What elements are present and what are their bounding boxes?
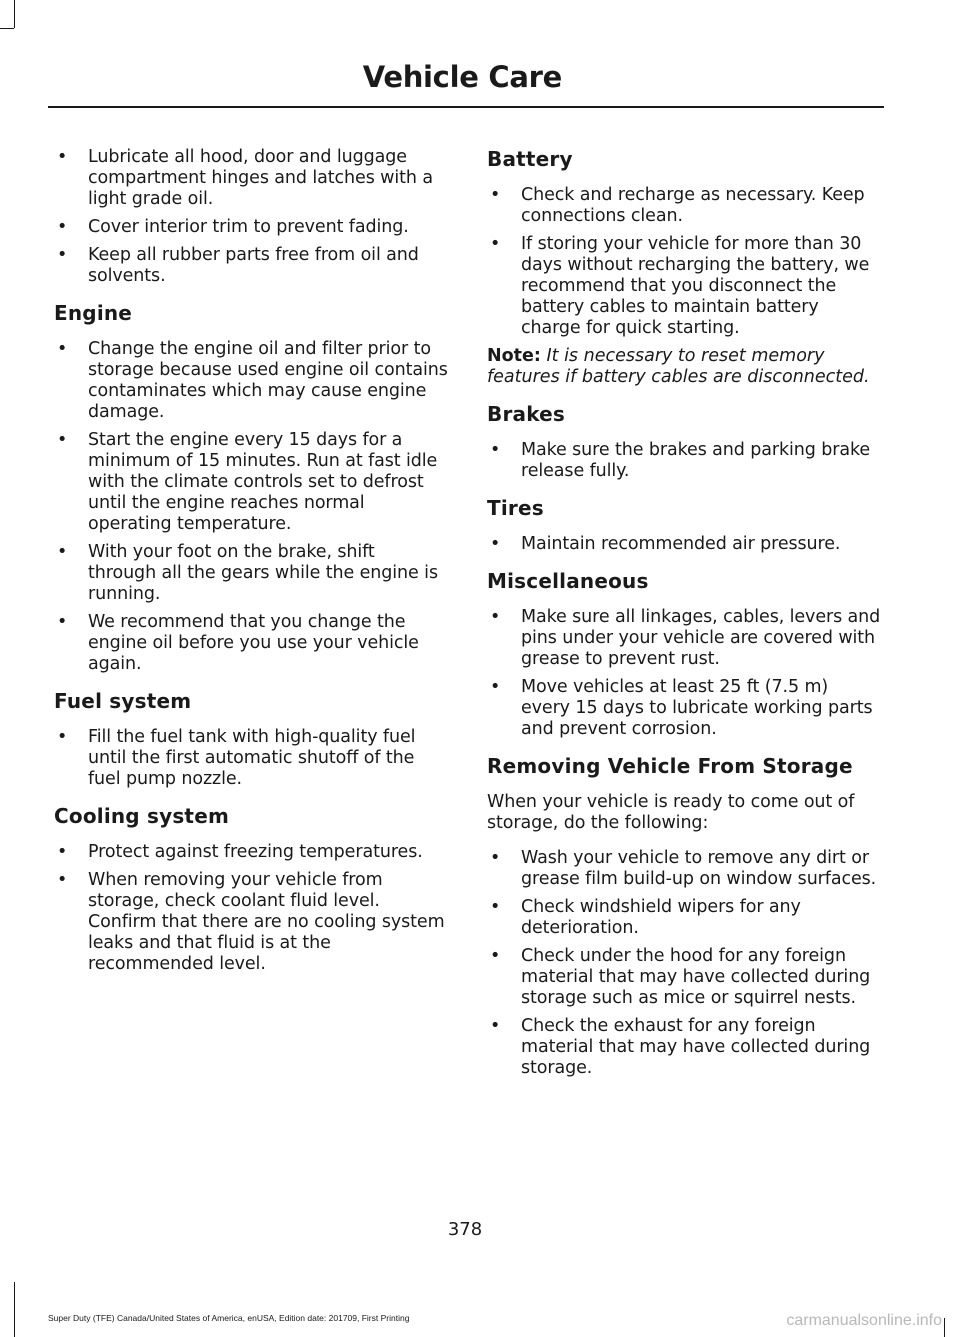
section-heading-fuel-system: Fuel system (54, 689, 192, 713)
bullet-glyph: • (490, 234, 501, 254)
list-item (487, 677, 881, 740)
section-heading-engine: Engine (54, 301, 133, 325)
bullet-glyph: • (57, 339, 68, 359)
bullet-glyph: • (490, 848, 501, 868)
list-item-text: Lubricate all hood, door and luggage compartment hinges and latches with a light grade oil. (88, 147, 434, 209)
bullet-glyph: • (490, 1016, 501, 1036)
bullet-glyph: • (57, 245, 68, 265)
list-item-text: Check windshield wipers for any deterioration. (521, 897, 801, 938)
crop-mark-bottom-right (944, 1318, 945, 1337)
bullet-glyph: • (490, 946, 501, 966)
bullet-glyph: • (490, 534, 501, 554)
list-item (54, 339, 448, 423)
section-heading-battery: Battery (487, 147, 573, 171)
battery-bullet-list (487, 185, 881, 339)
fuel-bullet-list (54, 727, 448, 790)
list-item (54, 727, 448, 790)
list-item-text: Check the exhaust for any foreign material that may have collected during storage. (521, 1016, 871, 1078)
list-item-text: Fill the fuel tank with high-quality fuel until the first automatic shutoff of the fuel pump nozzle. (88, 727, 416, 789)
section-heading-removing-vehicle: Removing Vehicle From Storage (487, 754, 853, 778)
crop-mark-top-left-h (0, 28, 14, 29)
bullet-glyph: • (57, 217, 68, 237)
crop-mark-bottom-left (14, 1282, 15, 1337)
bullet-glyph: • (57, 727, 68, 747)
note-text: It is necessary to reset memory features if battery cables are disconnected. (487, 346, 870, 387)
left-column (54, 147, 448, 982)
removing-bullet-list (487, 848, 881, 1079)
battery-note (487, 346, 881, 388)
list-item-text: Make sure the brakes and parking brake release fully. (521, 440, 871, 481)
bullet-glyph: • (57, 612, 68, 632)
bullet-glyph: • (490, 607, 501, 627)
section-heading-miscellaneous: Miscellaneous (487, 569, 649, 593)
bullet-glyph: • (57, 542, 68, 562)
list-item-text: With your foot on the brake, shift through all the gears while the engine is running. (88, 542, 438, 604)
list-item (54, 245, 448, 287)
list-item-text: Make sure all linkages, cables, levers and pins under your vehicle are covered with grease to prevent rust. (521, 607, 881, 669)
crop-mark-top-left (14, 0, 15, 28)
bullet-glyph: • (57, 842, 68, 862)
list-item (54, 430, 448, 535)
list-item-text: Check and recharge as necessary. Keep connections clean. (521, 185, 865, 226)
list-item-text: Keep all rubber parts free from oil and solvents. (88, 245, 419, 286)
intro-bullet-list (54, 147, 448, 287)
list-item (487, 607, 881, 670)
cooling-bullet-list (54, 842, 448, 975)
bullet-glyph: • (490, 897, 501, 917)
list-item-text: If storing your vehicle for more than 30 days without recharging the battery, we recommend that you disconnect the battery cables to maintain battery charge for quick starting. (521, 234, 870, 338)
list-item (54, 147, 448, 210)
section-heading-tires: Tires (487, 496, 544, 520)
list-item-text: Move vehicles at least 25 ft (7.5 m) every 15 days to lubricate working parts and prevent corrosion. (521, 677, 873, 739)
list-item-text: Cover interior trim to prevent fading. (88, 217, 409, 237)
watermark: carmanualsonline.info (786, 1312, 942, 1329)
list-item (487, 1016, 881, 1079)
list-item (54, 542, 448, 605)
tires-bullet-list (487, 534, 881, 555)
list-item (54, 870, 448, 975)
list-item (54, 217, 448, 238)
list-item-text: Maintain recommended air pressure. (521, 534, 841, 554)
list-item (487, 946, 881, 1009)
note-label: Note: (487, 346, 541, 366)
removing-intro: When your vehicle is ready to come out of storage, do the following: (487, 792, 855, 833)
list-item (487, 534, 881, 555)
bullet-glyph: • (57, 430, 68, 450)
list-item (54, 842, 448, 863)
list-item-text: Protect against freezing temperatures. (88, 842, 423, 862)
section-heading-cooling-system: Cooling system (54, 804, 229, 828)
list-item (487, 234, 881, 339)
bullet-glyph: • (57, 870, 68, 890)
brakes-bullet-list (487, 440, 881, 482)
header-rule (48, 106, 884, 108)
list-item-text: Check under the hood for any foreign material that may have collected during storage such as mice or squirrel nests. (521, 946, 871, 1008)
list-item (487, 897, 881, 939)
list-item (54, 612, 448, 675)
section-heading-brakes: Brakes (487, 402, 566, 426)
list-item-text: Wash your vehicle to remove any dirt or grease film build-up on window surfaces. (521, 848, 877, 889)
list-item-text: We recommend that you change the engine oil before you use your vehicle again. (88, 612, 419, 674)
list-item-text: Change the engine oil and filter prior to storage because used engine oil contains contaminates which may cause engine damage. (88, 339, 448, 422)
list-item (487, 185, 881, 227)
list-item (487, 440, 881, 482)
bullet-glyph: • (490, 677, 501, 697)
list-item-text: When removing your vehicle from storage, check coolant fluid level. Confirm that there are no cooling system leaks and that fluid is at the recommended level. (88, 870, 445, 974)
page-number: 378 (447, 1219, 483, 1240)
engine-bullet-list (54, 339, 448, 675)
footer-edition-info: Super Duty (TFE) Canada/United States of America, enUSA, Edition date: 201709, First Printing (48, 1313, 410, 1323)
list-item (487, 848, 881, 890)
misc-bullet-list (487, 607, 881, 740)
bullet-glyph: • (490, 440, 501, 460)
list-item-text: Start the engine every 15 days for a minimum of 15 minutes. Run at fast idle with the climate controls set to defrost until the engine reaches normal operating temperature. (88, 430, 438, 534)
right-column (487, 147, 881, 1086)
page-title: Vehicle Care (362, 60, 562, 94)
bullet-glyph: • (490, 185, 501, 205)
bullet-glyph: • (57, 147, 68, 167)
